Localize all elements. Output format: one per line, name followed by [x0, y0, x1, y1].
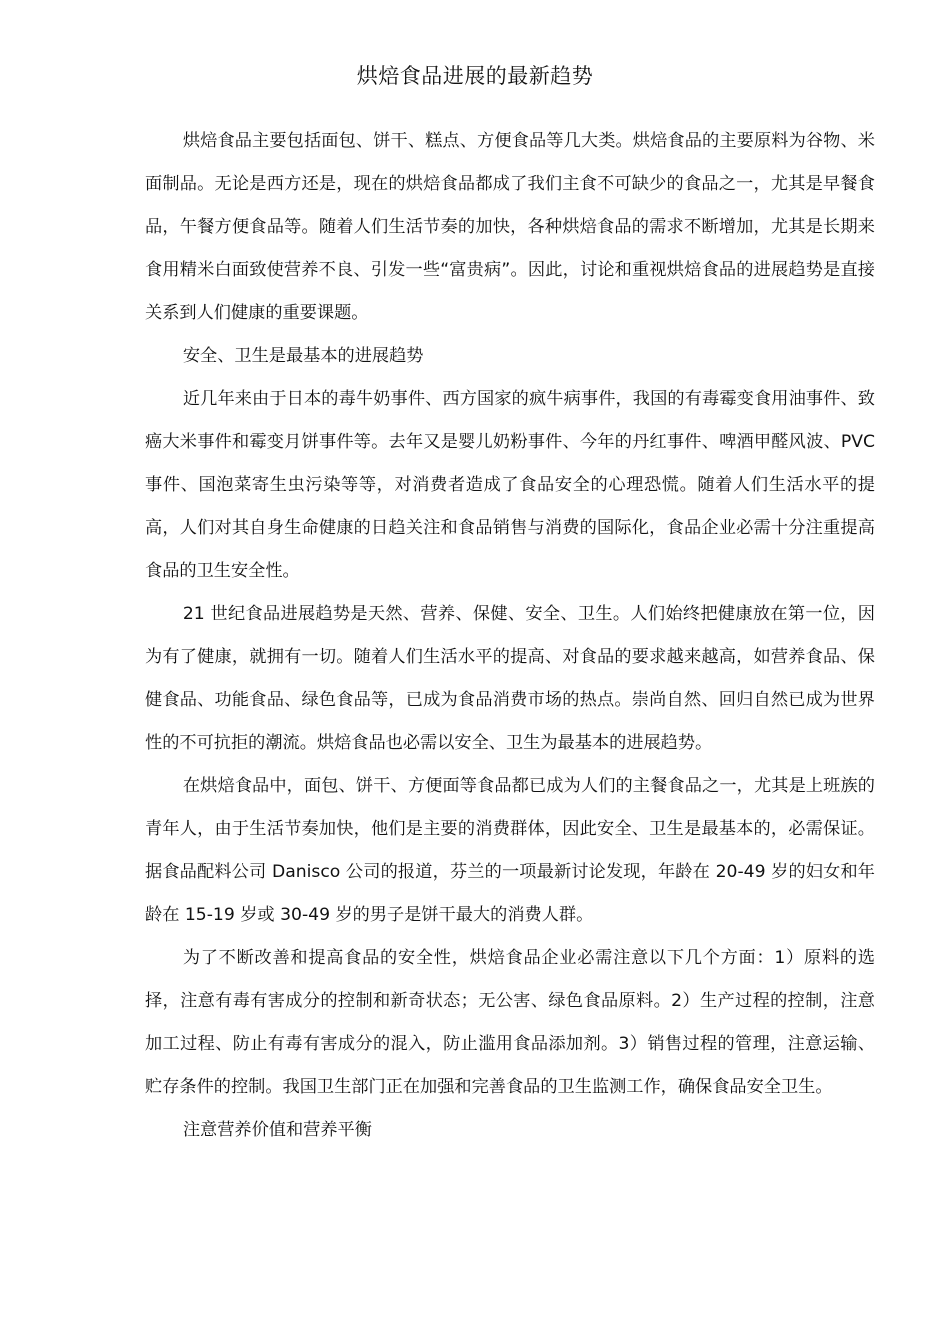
paragraph-21st-century-trends: 21 世纪食品进展趋势是天然、营养、保健、安全、卫生。人们始终把健康放在第一位，因为有了健康，就拥有一切。随着人们生活水平的提高、对食品的要求越来越高，如营养食品、保健食品、功能食品、绿色食品等，已成为食品消费市场的热点。崇尚自然、回归自然已成为世界性的不可抗拒的潮流。烘焙食品也必需以安全、卫生为最基本的进展趋势。 [145, 604, 875, 753]
paragraph-safety-measures: 为了不断改善和提高食品的安全性，烘焙食品企业必需注意以下几个方面：1）原料的选择，注意有毒有害成分的控制和新奇状态；无公害、绿色食品原料。2）生产过程的控制，注意加工过程、防止有毒有害成分的混入，防止滥用食品添加剂。3）销售过程的管理，注意运输、贮存条件的控制。我国卫生部门正在加强和完善食品的卫生监测工作，确保食品安全卫生。 [145, 948, 875, 1097]
paragraph-consumers: 在烘焙食品中，面包、饼干、方便面等食品都已成为人们的主餐食品之一，尤其是上班族的青年人，由于生活节奏加快，他们是主要的消费群体，因此安全、卫生是最基本的，必需保证。据食品配料公司 Danisco 公司的报道，芬兰的一项最新讨论发现，年龄在 20-49 岁的妇女和年龄在 15-19 岁或 30-49 岁的男子是饼干最大的消费人群。 [145, 776, 875, 925]
section-heading-nutrition: 注意营养价值和营养平衡 [182, 1120, 372, 1140]
paragraph-food-incidents: 近几年来由于日本的毒牛奶事件、西方国家的疯牛病事件，我国的有毒霉变食用油事件、致癌大米事件和霉变月饼事件等。去年又是婴儿奶粉事件、今年的丹红事件、啤酒甲醛风波、PVC 事件、国泡菜寄生虫污染等等，对消费者造成了食品安全的心理恐慌。随着人们生活水平的提高，人们对其自身生命健康的日趋关注和食品销售与消费的国际化，食品企业必需十分注重提高食品的卫生安全性。 [145, 389, 875, 581]
document-title: 烘焙食品进展的最新趋势 [356, 64, 594, 88]
section-heading-safety: 安全、卫生是最基本的进展趋势 [182, 346, 424, 366]
document-body [145, 120, 875, 1152]
paragraph-intro: 烘焙食品主要包括面包、饼干、糕点、方便食品等几大类。烘焙食品的主要原料为谷物、米面制品。无论是西方还是，现在的烘焙食品都成了我们主食不可缺少的食品之一，尤其是早餐食品，午餐方便食品等。随着人们生活节奏的加快，各种烘焙食品的需求不断增加，尤其是长期来食用精米白面致使营养不良、引发一些“富贵病”。因此，讨论和重视烘焙食品的进展趋势是直接关系到人们健康的重要课题。 [145, 131, 875, 323]
